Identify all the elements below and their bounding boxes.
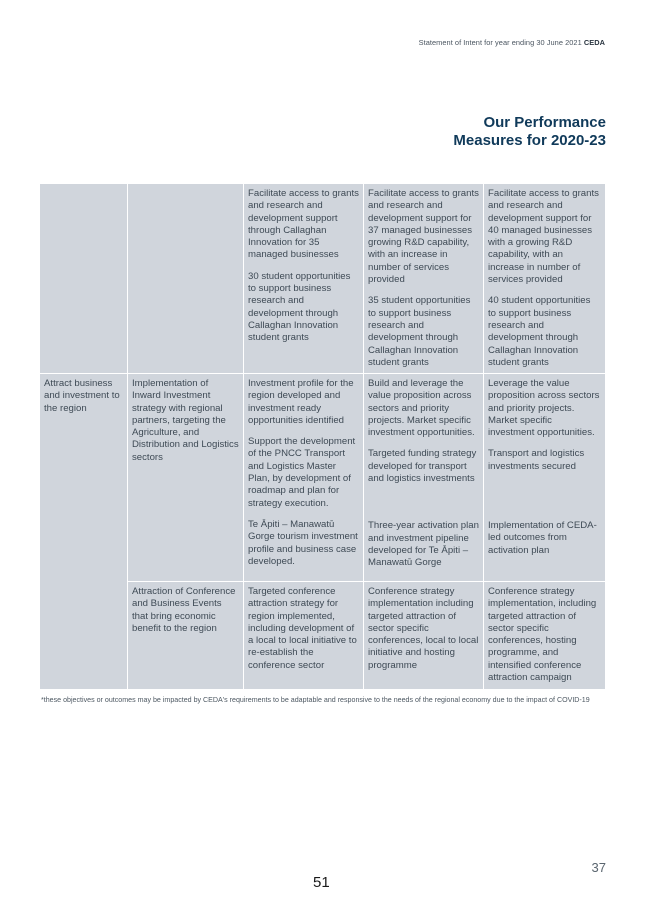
table-text: Build and leverage the value proposition across sectors and priority projects. Market specific investment opportunities. (368, 378, 475, 439)
table-cell-r2-year3 (484, 374, 605, 582)
page-number-main: 51 (313, 874, 330, 891)
table-text: Investment profile for the region developed and investment ready opportunities identified (248, 378, 354, 426)
table-text: Conference strategy implementation including targeted attraction of sector specific conferences, local to local initiative and hosting programme (368, 586, 479, 671)
running-header (419, 38, 605, 47)
table-text: Facilitate access to grants and research and development support for 40 managed businesses with a growing R&D capability, with an increase in number of services provided (488, 188, 599, 286)
table-cell-r3-year2 (364, 582, 484, 689)
page-title (453, 114, 606, 150)
table-text: 30 student opportunities to support business research and development through Callaghan Innovation student grants (248, 270, 351, 344)
table-text: Support the development of the PNCC Transport and Logistics Master Plan, by development of roadmap and plan for strategy execution. (248, 436, 356, 509)
table-cell-r3-year1 (244, 582, 364, 689)
table-text: Targeted funding strategy developed for transport and logistics investments (368, 448, 477, 485)
table-cell-r2-year2 (364, 374, 484, 582)
table-text: Attract business and investment to the region (44, 378, 120, 414)
table-cell-r1-objective (40, 184, 128, 374)
table-text: Implementation of Inward Investment strategy with regional partners, targeting the Agriculture, and Distribution and Logistics sectors (132, 378, 239, 463)
table-text: Transport and logistics investments secured (488, 448, 585, 472)
table-text: 35 student opportunities to support business research and development through Callaghan Innovation student grants (368, 295, 471, 368)
table-cell-r2-initiative (128, 374, 244, 582)
table-text: Facilitate access to grants and research and development support for 37 managed businesses growing R&D capability, with an increase in number of services provided (368, 188, 479, 286)
performance-table (40, 184, 605, 689)
table-text: 40 student opportunities to support business research and development through Callaghan Innovation student grants (488, 295, 591, 368)
table-cell-r1-year1 (244, 184, 364, 374)
table-text: Te Āpiti – Manawatū Gorge tourism investment profile and business case developed. (248, 518, 358, 567)
running-header-brand: CEDA (583, 38, 605, 47)
table-cell-r1-initiative (128, 184, 244, 374)
page-title-line1: Our Performance (483, 114, 606, 131)
page-title-line2: Measures for 2020-23 (453, 132, 606, 149)
table-text: Targeted conference attraction strategy for region implemented, including development of a local to local initiative to re-establish the conference sector (248, 586, 357, 671)
table-cell-r3-initiative (128, 582, 244, 689)
table-cell-r2-objective (40, 374, 128, 689)
page-number-small: 37 (591, 860, 606, 875)
running-header-text: Statement of Intent for year ending 30 June 2021 (418, 38, 582, 47)
table-text: Facilitate access to grants and research and development support through Callaghan Innovation for 35 managed businesses (248, 188, 359, 261)
table-text: Attraction of Conference and Business Events that bring economic benefit to the region (132, 586, 236, 634)
table-cell-r1-year2 (364, 184, 484, 374)
table-text: Three-year activation plan and investment pipeline developed for Te Āpiti – Manawatū Gorge (368, 520, 479, 569)
table-cell-r3-year3 (484, 582, 605, 689)
table-cell-r1-year3 (484, 184, 605, 374)
table-cell-r2-year1 (244, 374, 364, 582)
table-text: Implementation of CEDA-led outcomes from activation plan (488, 520, 597, 556)
table-text: Conference strategy implementation, including targeted attraction of sector specific conferences, hosting programme, and intensified conference attraction campaign (488, 586, 597, 684)
footnote: *these objectives or outcomes may be impacted by CEDA's requirements to be adaptable and responsive to the needs of the regional economy due to the impact of COVID-19 (41, 696, 590, 704)
table-text: Leverage the value proposition across sectors and priority projects. Market specific investment opportunities. (488, 378, 600, 439)
